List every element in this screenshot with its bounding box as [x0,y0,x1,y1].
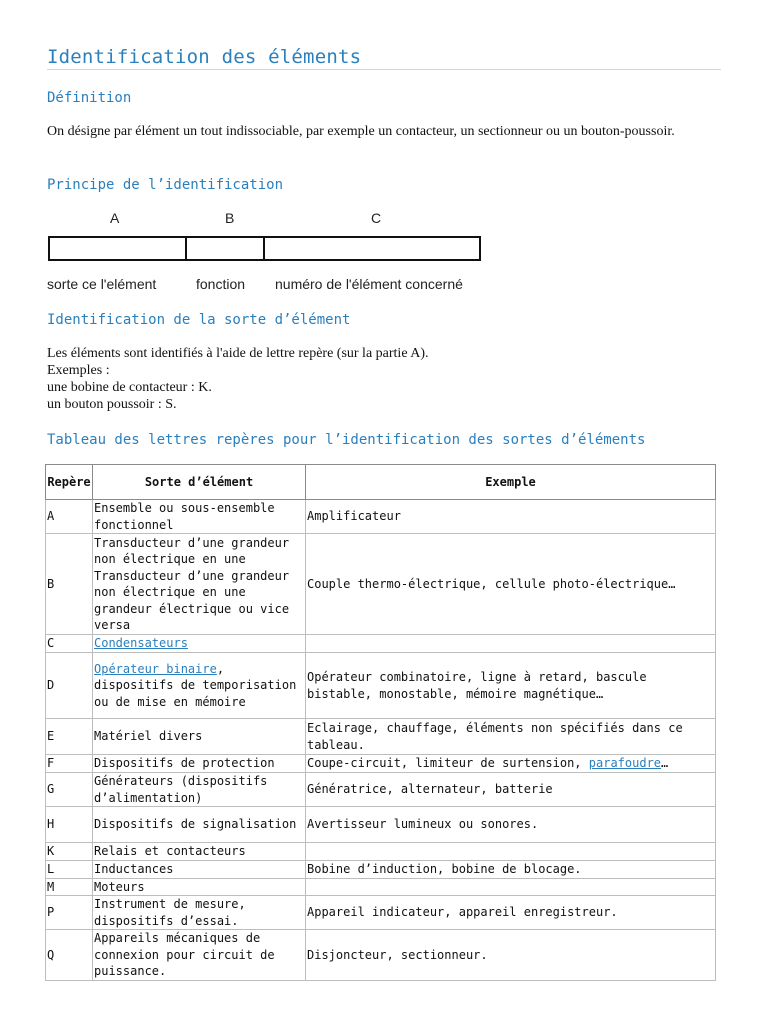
row-letter: Q [46,930,93,981]
principle-label-sort: sorte ce l'elément [47,276,157,292]
table-row [46,860,716,878]
row-letter: H [46,807,93,843]
table-row [46,930,716,981]
table-row [46,635,716,653]
header-repere: Repère [46,465,93,500]
row-sort: Ensemble ou sous-ensemble fonctionnel [93,500,306,534]
table-row [46,843,716,861]
table-row [46,500,716,534]
table-heading: Tableau des lettres repères pour l’identification des sortes d’éléments [47,432,646,448]
row-example: Couple thermo-électrique, cellule photo-électrique… [306,534,716,635]
letters-table [45,464,716,981]
row-letter: P [46,896,93,930]
principle-letter-a: A [110,210,120,226]
row-sort [93,653,306,719]
title-divider [47,69,721,70]
row-sort: Instrument de mesure, dispositifs d’essai. [93,896,306,930]
definition-heading: Définition [47,90,132,106]
table-row [46,719,716,755]
principle-label-function: fonction [196,276,246,292]
row-sort: Dispositifs de signalisation [93,807,306,843]
table-row [46,773,716,807]
definition-text: On désigne par élément un tout indissociable, par exemple un contacteur, un sectionneur ou un bouton-poussoir. [47,124,675,139]
sort-line: une bobine de contacteur : K. [47,380,212,395]
row-example: Eclairage, chauffage, éléments non spécifiés dans ce tableau. [306,719,716,755]
table-row [46,878,716,896]
sort-line: Exemples : [47,363,110,378]
row-letter: D [46,653,93,719]
row-sort: Dispositifs de protection [93,755,306,773]
sort-heading: Identification de la sorte d’élément [47,312,351,328]
row-letter: K [46,843,93,861]
row-letter: E [46,719,93,755]
row-example [306,843,716,861]
row-sort: Transducteur d’une grandeur non électrique en une Transducteur d’une grandeur non électrique en une grandeur électrique ou vice versa [93,534,306,635]
row-example [306,755,716,773]
row-example [306,878,716,896]
row-example: Appareil indicateur, appareil enregistreur. [306,896,716,930]
row-sort [93,635,306,653]
condensateurs-link[interactable]: Condensateurs [94,636,188,651]
row-letter: F [46,755,93,773]
header-example: Exemple [306,465,716,500]
header-sort: Sorte d’élément [93,465,306,500]
row-sort-rest: , dispositifs de temporisation ou de mise en mémoire [94,661,297,709]
principle-box-c [263,236,481,261]
principle-letter-b: B [225,210,235,226]
row-letter: C [46,635,93,653]
row-example: Opérateur combinatoire, ligne à retard, bascule bistable, monostable, mémoire magnétique… [306,653,716,719]
row-example: Bobine d’induction, bobine de blocage. [306,860,716,878]
row-example: Disjoncteur, sectionneur. [306,930,716,981]
row-letter: L [46,860,93,878]
row-example: Génératrice, alternateur, batterie [306,773,716,807]
row-example [306,635,716,653]
row-sort: Appareils mécaniques de connexion pour circuit de puissance. [93,930,306,981]
row-letter: M [46,878,93,896]
row-sort: Moteurs [93,878,306,896]
principle-box-a [48,236,187,261]
page-title: Identification des éléments [47,46,362,68]
operateur-binaire-link[interactable]: Opérateur binaire [94,661,217,676]
row-example-end: … [661,756,669,771]
row-letter: B [46,534,93,635]
table-header-row [46,465,716,500]
row-sort: Générateurs (dispositifs d’alimentation) [93,773,306,807]
row-sort: Relais et contacteurs [93,843,306,861]
table-row [46,755,716,773]
row-letter: G [46,773,93,807]
sort-line: Les éléments sont identifiés à l'aide de lettre repère (sur la partie A). [47,346,429,361]
table-row [46,653,716,719]
row-sort: Inductances [93,860,306,878]
row-example: Amplificateur [306,500,716,534]
sort-line: un bouton poussoir : S. [47,397,177,412]
principle-letter-c: C [371,210,382,226]
row-letter: A [46,500,93,534]
row-example: Avertisseur lumineux ou sonores. [306,807,716,843]
parafoudre-link[interactable]: parafoudre [588,756,662,771]
table-row [46,807,716,843]
table-row [46,896,716,930]
row-sort: Matériel divers [93,719,306,755]
principle-box-b [185,236,265,261]
principle-heading: Principe de l’identification [47,177,284,193]
row-example-text: Coupe-circuit, limiteur de surtension, [307,756,589,771]
principle-label-number: numéro de l'élément concerné [275,276,463,292]
table-row [46,534,716,635]
